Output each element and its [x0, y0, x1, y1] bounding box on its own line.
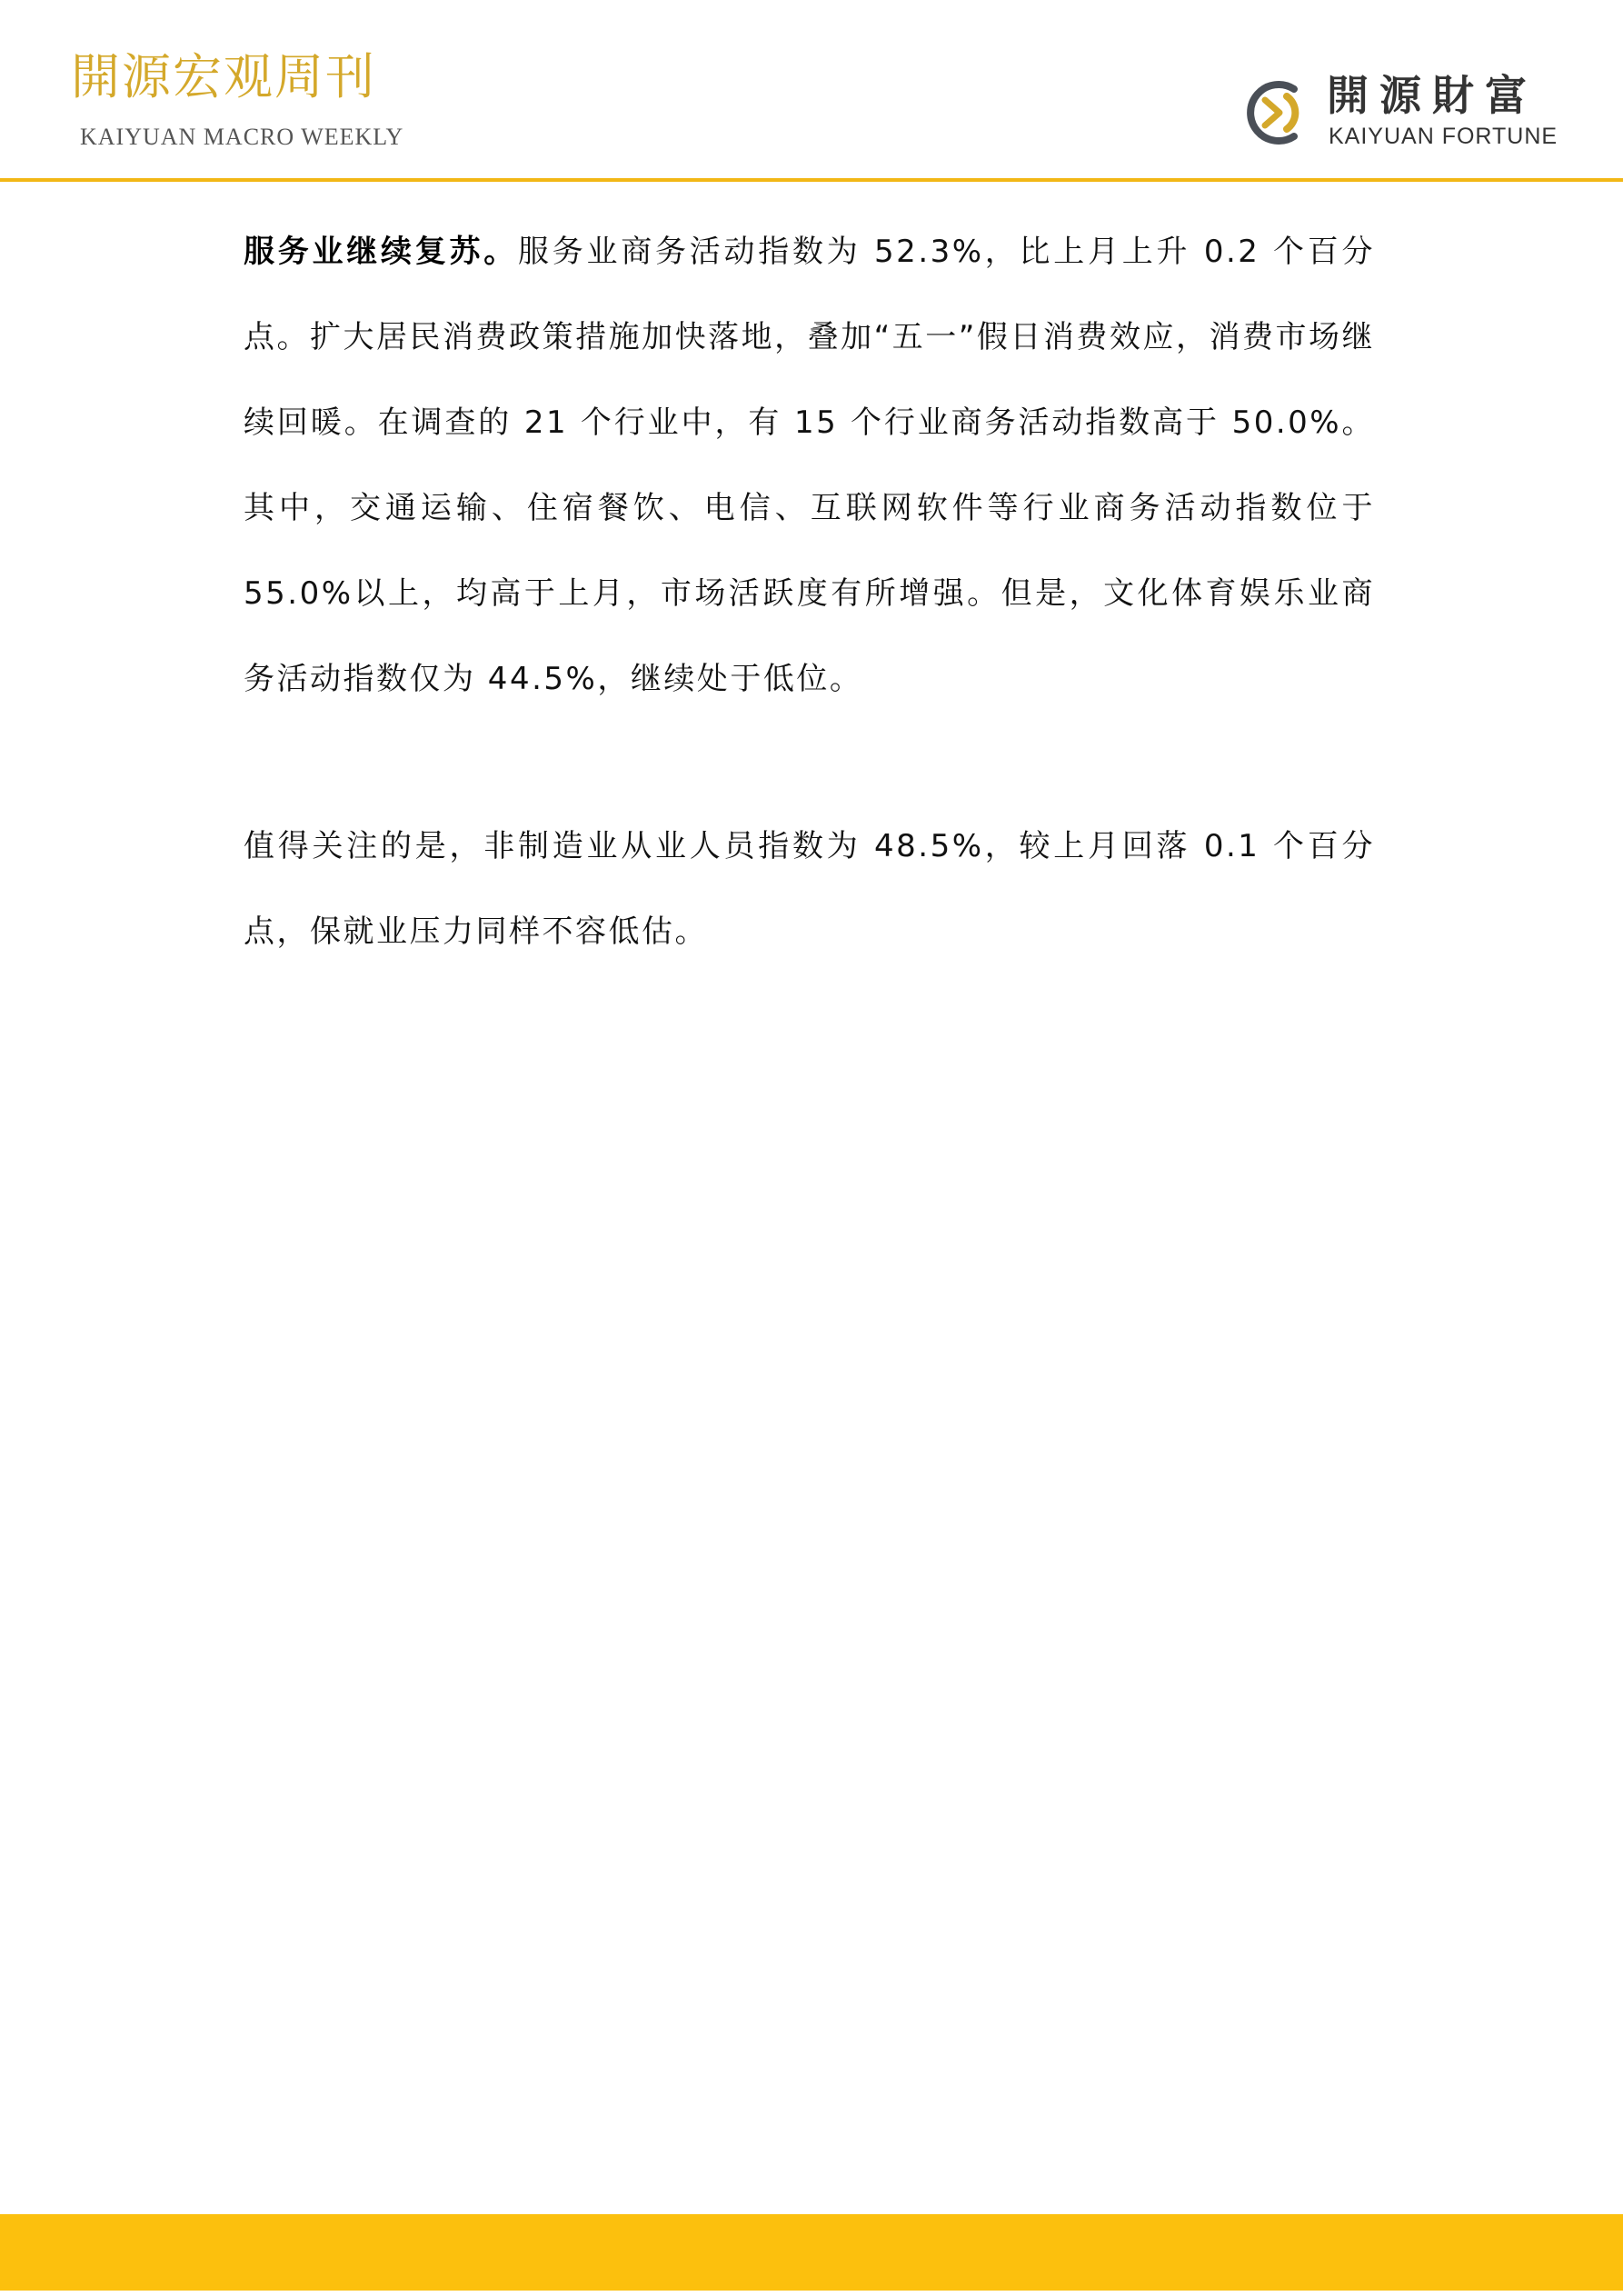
paragraph-employment — [244, 804, 1375, 974]
footer-bar — [0, 2214, 1623, 2291]
paragraph-services-recovery — [244, 209, 1375, 722]
header-divider — [0, 178, 1623, 182]
kaiyuan-fortune-logo — [1243, 73, 1561, 155]
logo-name-en: KAIYUAN FORTUNE — [1329, 124, 1558, 149]
article-body — [244, 209, 1375, 974]
paragraph-text: 值得关注的是，非制造业从业人员指数为 48.5%，较上月回落 0.1 个百分点，保就业压力同样不容低估。 — [244, 828, 1375, 950]
publication-subtitle: KAIYUAN MACRO WEEKLY — [80, 124, 404, 150]
publication-title: 開源宏观周刊 — [71, 48, 376, 105]
paragraph-text: 服务业商务活动指数为 52.3%，比上月上升 0.2 个百分点。扩大居民消费政策措施加快落地，叠加“五一”假日消费效应，消费市场继续回暖。在调查的 21 个行业中，有 15 个行业商务活动指数高于 50.0%。其中，交通运输、住宿餐饮、电信、互联网软件等行业商务活动指数位于 55.0%以上，均高于上月，市场活跃度有所增强。但是，文化体育娱乐业商务活动指数仅为 44.5%，继续处于低位。 — [244, 234, 1375, 697]
paragraph-lead: 服务业继续复苏。 — [244, 234, 518, 270]
logo-name-cn: 開源財富 — [1327, 71, 1538, 120]
page-header — [0, 0, 1623, 180]
kaiyuan-logo-icon — [1243, 78, 1312, 147]
